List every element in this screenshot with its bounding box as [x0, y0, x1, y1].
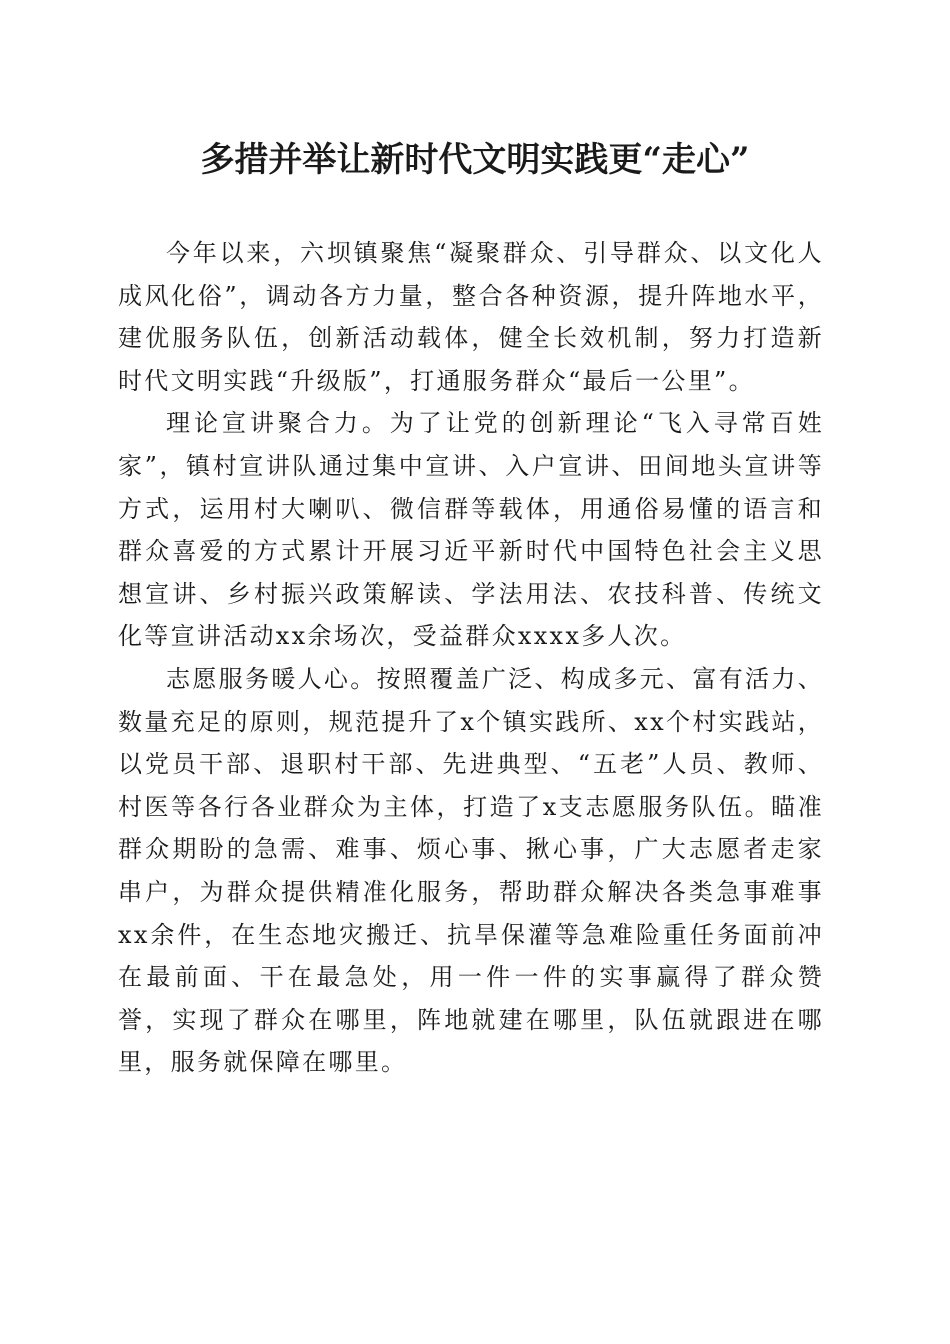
document-body — [118, 232, 824, 1084]
paragraph-volunteer-service: 志愿服务暖人心。按照覆盖广泛、构成多元、富有活力、数量充足的原则，规范提升了x个镇实践所、xx个村实践站，以党员干部、退职村干部、先进典型、“五老”人员、教师、村医等各行各业群众为主体，打造了x支志愿服务队伍。瞄准群众期盼的急需、难事、烦心事、揪心事，广大志愿者走家串户，为群众提供精准化服务，帮助群众解决各类急事难事xx余件，在生态地灾搬迁、抗旱保灌等急难险重任务面前冲在最前面、干在最急处，用一件一件的实事赢得了群众赞誉，实现了群众在哪里，阵地就建在哪里，队伍就跟进在哪里，服务就保障在哪里。 — [118, 664, 824, 1077]
paragraph-theory-lecture: 理论宣讲聚合力。为了让党的创新理论“飞入寻常百姓家”，镇村宣讲队通过集中宣讲、入户宣讲、田间地头宣讲等方式，运用村大喇叭、微信群等载体，用通俗易懂的语言和群众喜爱的方式累计开展习近平新时代中国特色社会主义思想宣讲、乡村振兴政策解读、学法用法、农技科普、传统文化等宣讲活动xx余场次，受益群众xxxx多人次。 — [118, 409, 824, 651]
paragraph-intro: 今年以来，六坝镇聚焦“凝聚群众、引导群众、以文化人成风化俗”，调动各方力量，整合各种资源，提升阵地水平，建优服务队伍，创新活动载体，健全长效机制，努力打造新时代文明实践“升级版”，打通服务群众“最后一公里”。 — [118, 239, 824, 395]
document-title: 多措并举让新时代文明实践更“走心” — [200, 140, 750, 180]
